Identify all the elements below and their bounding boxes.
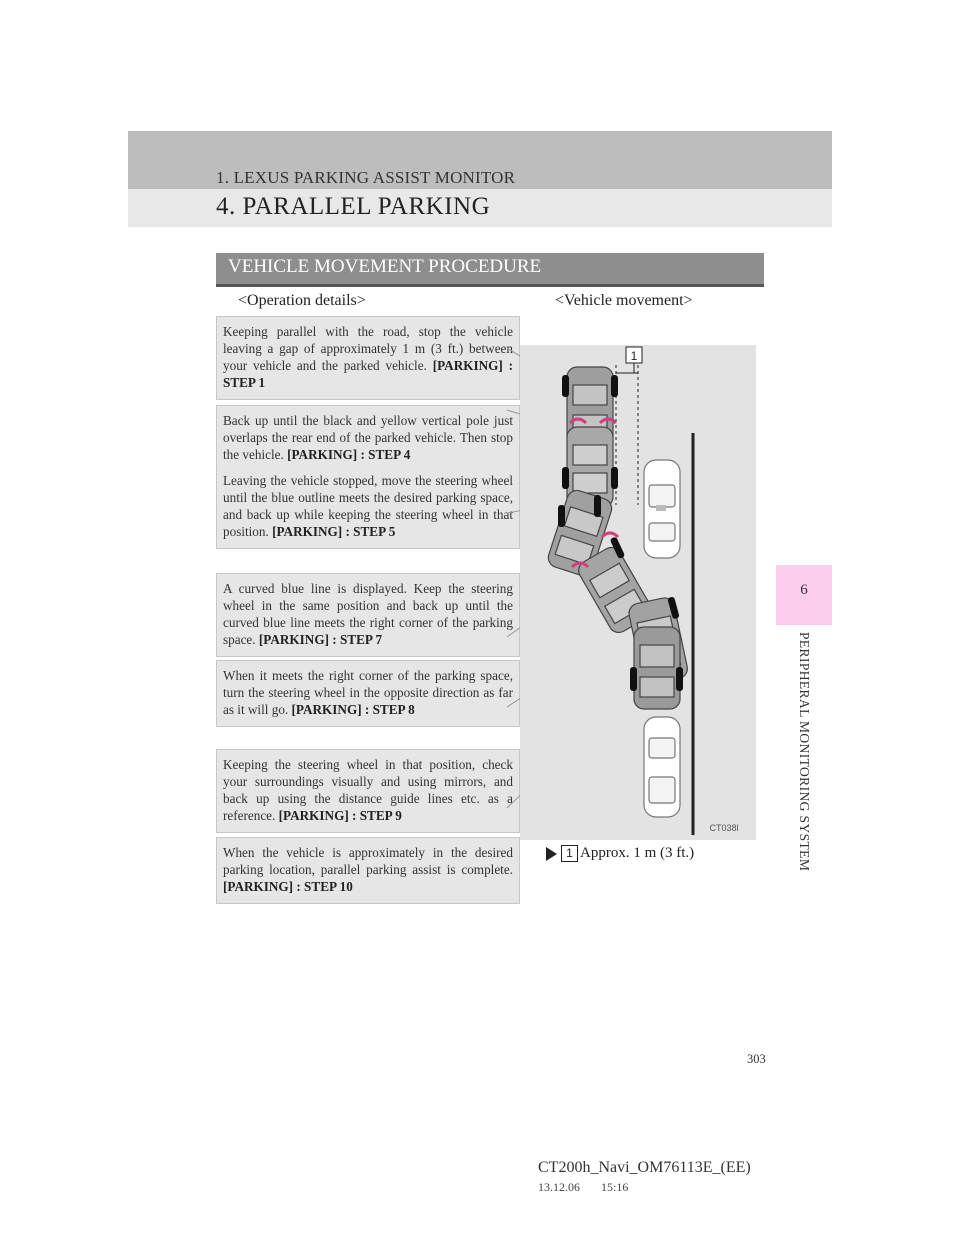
step-ref: [PARKING] : STEP 8 <box>291 702 415 717</box>
step-ref: [PARKING] : STEP 1 <box>223 358 514 390</box>
image-code: CT038l <box>709 823 739 833</box>
step-text: A curved blue line is displayed. Keep the steering wheel in the same position and back up until the curved blue line meets the right corner of the parking space. <box>223 581 513 647</box>
footer-time: 15:16 <box>601 1180 629 1194</box>
note-marker-box: 1 <box>561 845 578 862</box>
footer-code: CT200h_Navi_OM76113E_(EE) <box>538 1159 751 1176</box>
step-text: Keeping parallel with the road, stop the vehicle leaving a gap of approximately 1 m (3 ft.) between your vehicle and the parked vehicle. <box>223 324 513 373</box>
operation-column-heading: <Operation details> <box>238 292 366 309</box>
step-text: When the vehicle is approximately in the desired parking location, parallel parking assist is complete. <box>223 845 513 877</box>
step-text-2: Leaving the vehicle stopped, move the steering wheel until the blue outline meets the desired parking space, and back up while keeping the steering wheel in that position. <box>223 473 513 539</box>
moving-car-6 <box>634 627 680 709</box>
step-ref: [PARKING] : STEP 7 <box>258 632 383 647</box>
section-label: 1. LEXUS PARKING ASSIST MONITOR <box>216 168 516 187</box>
step-text: Back up until the black and yellow vertical pole just overlaps the rear end of the parked vehicle. Then stop the vehicle. <box>223 413 513 462</box>
step-ref: [PARKING] : STEP 4 <box>287 447 411 462</box>
step-ref: [PARKING] : STEP 9 <box>278 808 402 823</box>
subheading-text: VEHICLE MOVEMENT PROCEDURE <box>228 256 542 277</box>
chapter-number: 6 <box>800 582 808 598</box>
callout-label: 1 <box>630 349 638 363</box>
parking-diagram <box>520 345 756 840</box>
parked-car-front <box>644 460 680 558</box>
note <box>546 845 694 862</box>
note-text: Approx. 1 m (3 ft.) <box>580 845 695 861</box>
chapter-label-text: PERIPHERAL MONITORING SYSTEM <box>797 632 812 872</box>
footer-date: 13.12.06 <box>538 1180 580 1194</box>
page-title: 4. PARALLEL PARKING <box>216 193 491 220</box>
parked-car-rear <box>644 717 680 817</box>
step-ref-2: [PARKING] : STEP 5 <box>272 524 396 539</box>
step-ref: [PARKING] : STEP 10 <box>223 879 353 894</box>
step-text: Keeping the steering wheel in that position, check your surroundings visually and using mirrors, and back up using the distance guide lines etc. as a reference. <box>223 757 513 823</box>
step-text: When it meets the right corner of the parking space, turn the steering wheel in the opposite direction as far as it will go. <box>223 668 513 717</box>
vehicle-column-heading: <Vehicle movement> <box>555 292 693 309</box>
page-number: 303 <box>747 1052 766 1066</box>
triangle-marker-icon <box>546 847 557 861</box>
